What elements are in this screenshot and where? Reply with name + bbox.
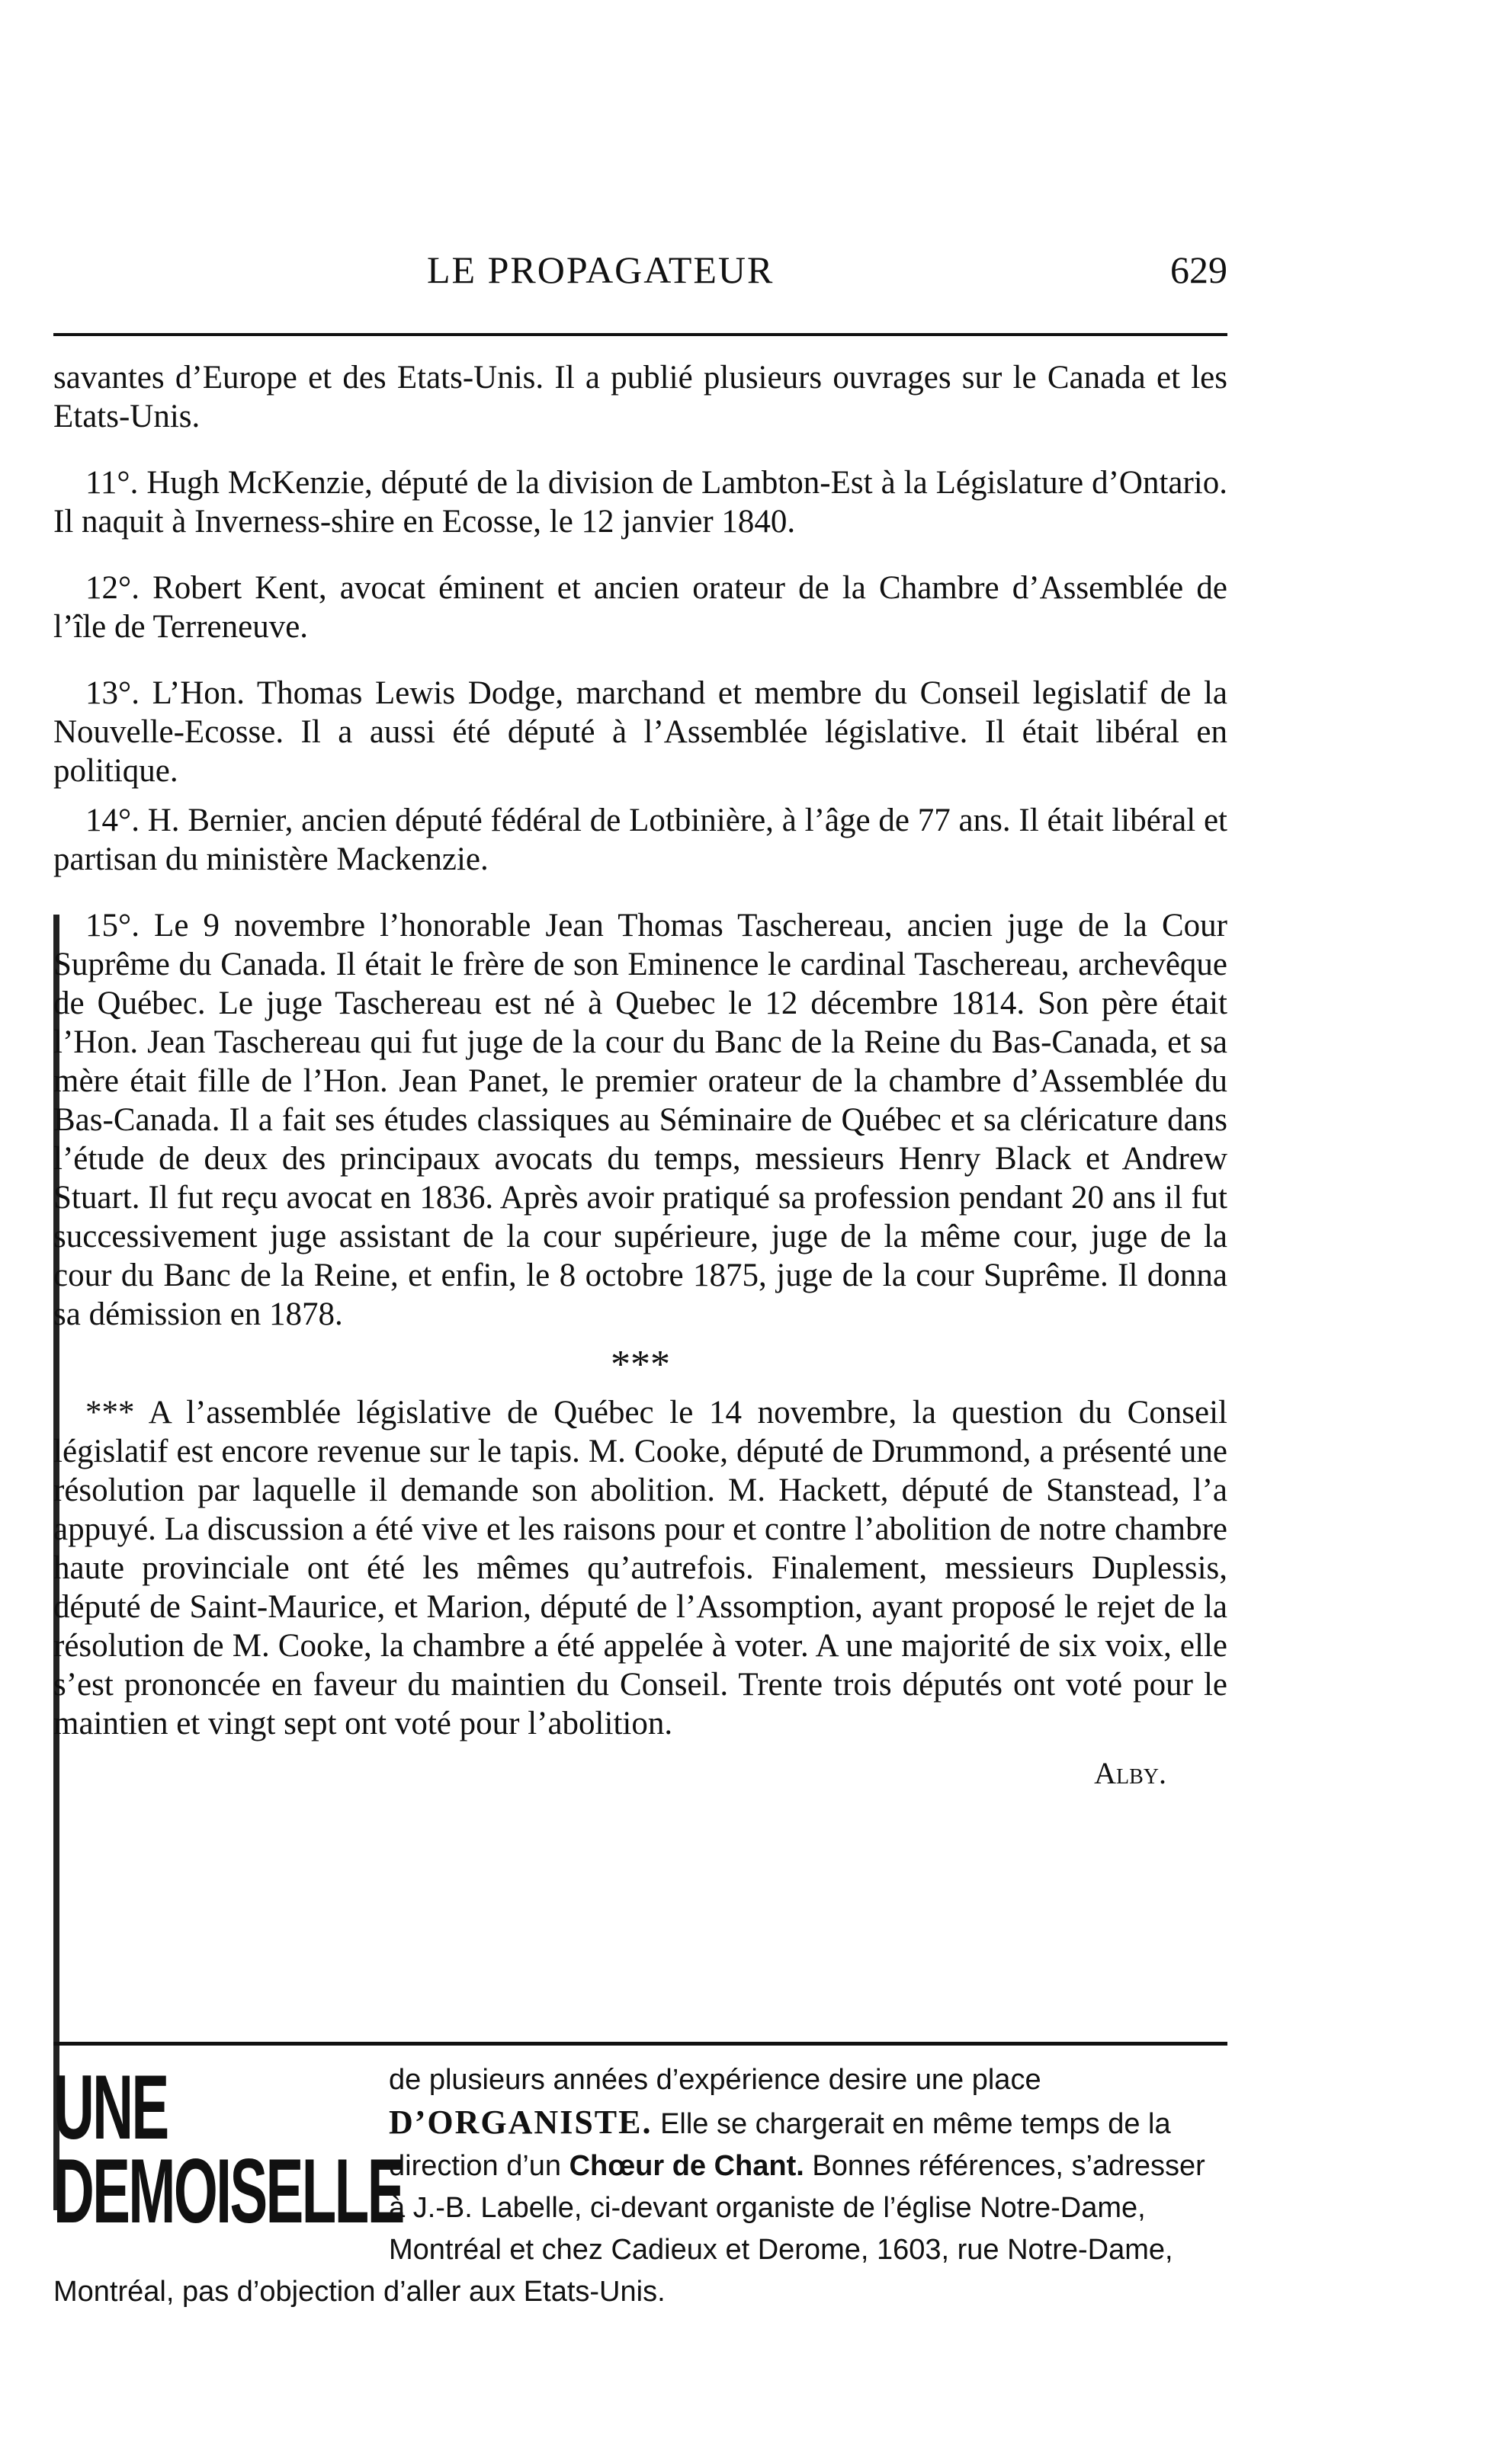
advertisement: [53, 2056, 1227, 2313]
ad-headline: UNE DEMOISELLE: [53, 2056, 403, 2242]
page-number: 629: [1170, 248, 1227, 291]
ad-keyword: D’ORGANISTE.: [389, 2104, 653, 2141]
ad-keyword: Chœur de Chant.: [569, 2150, 804, 2182]
running-header: [53, 248, 1227, 293]
ad-text: de plusieurs années d’expérience desire une place: [389, 2064, 1041, 2096]
paragraph: 14°. H. Bernier, ancien député fédéral de Lotbinière, à l’âge de 77 ans. Il était libéral et partisan du ministère Mackenzie.: [53, 803, 1227, 877]
advertisement-rule: [53, 2042, 1227, 2046]
ad-text: Elle se chargerait en même temps de la direction d’un: [389, 2108, 1171, 2182]
article-body: [53, 358, 1227, 1793]
paragraph: 13°. L’Hon. Thomas Lewis Dodge, marchand et membre du Conseil legislatif de la Nouvelle-Ecosse. Il a aussi été député à l’Assemblée législative. Il était libéral en politique.: [53, 675, 1227, 789]
scanned-page: [53, 0, 1227, 2464]
asterism-divider: ***: [611, 1343, 670, 1386]
header-rule: [53, 333, 1227, 336]
paragraph: savantes d’Europe et des Etats-Unis. Il a publié plusieurs ouvrages sur le Canada et les Etats-Unis.: [53, 360, 1227, 434]
journal-title: LE PROPAGATEUR: [427, 248, 775, 291]
paragraph: 12°. Robert Kent, avocat éminent et ancien orateur de la Chambre d’Assemblée de l’île de Terreneuve.: [53, 570, 1227, 645]
author-signature: Alby.: [1094, 1756, 1166, 1790]
paragraph: 11°. Hugh McKenzie, député de la division de Lambton-Est à la Législature d’Ontario. Il naquit à Inverness-shire en Ecosse, le 12 janvier 1840.: [53, 465, 1227, 540]
ad-text: Bonnes références, s’adresser à J.-B. Labelle, ci-devant organiste de l’église Notre-Dame, Montréal et chez Cadieux et Derome, 1603, rue Notre-Dame, Montréal, pas d’objection d’aller aux Etats-Unis.: [53, 2150, 1205, 2308]
paragraph: *** A l’assemblée législative de Québec le 14 novembre, la question du Conseil législatif est encore revenue sur le tapis. M. Cooke, député de Drummond, a présenté une résolution par laquelle il demande son abolition. M. Hackett, député de Stanstead, l’a appuyé. La discussion a été vive et les raisons pour et contre l’abolition de notre chambre haute provinciale ont été les mêmes qu’autrefois. Finalement, messieurs Duplessis, député de Saint-Maurice, et Marion, député de l’Assomption, ayant proposé le rejet de la résolution de M. Cooke, la chambre a été appelée à voter. A une majorité de six voix, elle s’est prononcée en faveur du maintien du Conseil. Trente trois députés ont voté pour le maintien et vingt sept ont voté pour l’abolition.: [53, 1395, 1227, 1741]
paragraph: 15°. Le 9 novembre l’honorable Jean Thomas Taschereau, ancien juge de la Cour Suprême du Canada. Il était le frère de son Eminence le cardinal Taschereau, archevêque de Québec. Le juge Taschereau est né à Quebec le 12 décembre 1814. Son père était l’Hon. Jean Taschereau qui fut juge de la cour du Banc de la Reine du Bas-Canada, et sa mère était fille de l’Hon. Jean Panet, le premier orateur de la chambre d’Assemblée du Bas-Canada. Il a fait ses études classiques au Séminaire de Québec et sa cléricature dans l’étude de deux des principaux avocats du temps, messieurs Henry Black et Andrew Stuart. Il fut reçu avocat en 1836. Après avoir pratiqué sa profession pendant 20 ans il fut successivement juge assistant de la cour supérieure, juge de la même cour, juge de la cour du Banc de la Reine, et enfin, le 8 octobre 1875, juge de la cour Suprême. Il donna sa démission en 1878.: [53, 908, 1227, 1332]
